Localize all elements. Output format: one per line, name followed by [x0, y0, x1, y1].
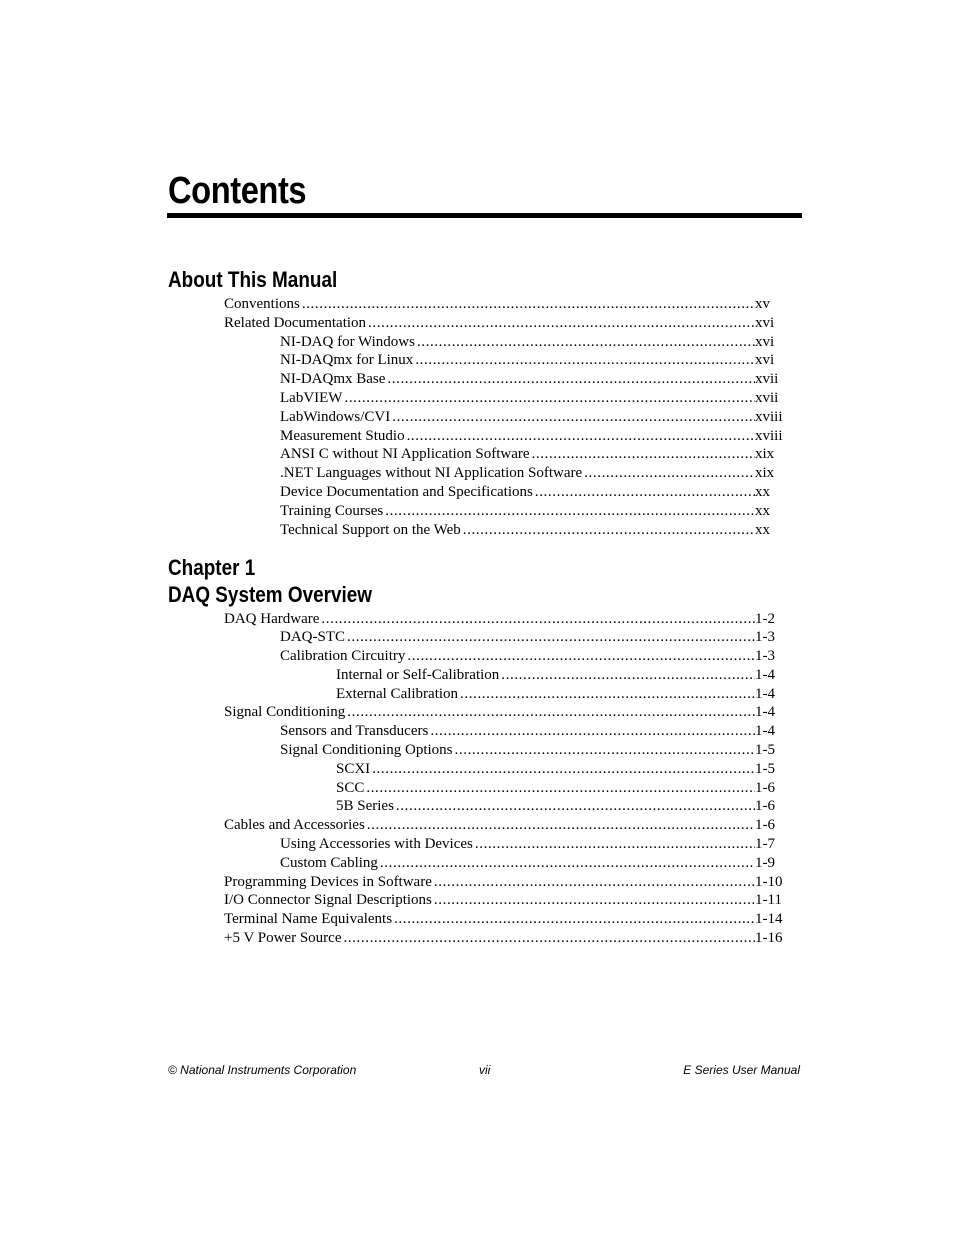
- toc-entry[interactable]: [0, 910, 954, 929]
- toc-entry[interactable]: [0, 370, 954, 389]
- toc-entry-row: [224, 910, 784, 929]
- toc-entry[interactable]: [0, 628, 954, 647]
- dot-leader: [392, 408, 755, 427]
- toc-entry-page-number: 1-14: [755, 911, 783, 928]
- dot-leader: [368, 314, 755, 333]
- toc-entry[interactable]: [0, 610, 954, 629]
- toc-entry-page-number: xvii: [755, 371, 779, 388]
- toc-entry-page-number: 1-6: [755, 779, 775, 796]
- toc-entry[interactable]: [0, 333, 954, 352]
- toc-entry-label[interactable]: Sensors and Transducers: [280, 723, 429, 740]
- dot-leader: [394, 910, 755, 929]
- dot-leader: [407, 647, 755, 666]
- toc-entry[interactable]: [0, 483, 954, 502]
- toc-entry-page-number: 1-4: [755, 666, 775, 683]
- dot-leader: [455, 741, 755, 760]
- dot-leader: [396, 797, 755, 816]
- dot-leader: [344, 389, 755, 408]
- toc-list-daq-system-overview: [0, 610, 954, 948]
- toc-entry[interactable]: [0, 722, 954, 741]
- toc-entry-row: [224, 816, 784, 835]
- toc-entry-row: [280, 408, 784, 427]
- toc-entry[interactable]: [0, 427, 954, 446]
- dot-leader: [535, 483, 755, 502]
- toc-entry-label[interactable]: NI-DAQmx Base: [280, 371, 386, 388]
- toc-entry-page-number: 1-3: [755, 648, 775, 665]
- toc-entry[interactable]: [0, 389, 954, 408]
- dot-leader: [347, 703, 755, 722]
- toc-entry-row: [280, 464, 784, 483]
- toc-entry-label[interactable]: +5 V Power Source: [224, 930, 342, 947]
- toc-entry[interactable]: [0, 703, 954, 722]
- toc-entry[interactable]: [0, 741, 954, 760]
- toc-entry-label[interactable]: Device Documentation and Specifications: [280, 483, 533, 500]
- dot-leader: [302, 295, 755, 314]
- toc-entry-label[interactable]: Measurement Studio: [280, 427, 405, 444]
- toc-entry[interactable]: [0, 647, 954, 666]
- toc-entry-page-number: xx: [755, 521, 770, 538]
- toc-entry-page-number: 1-11: [755, 892, 782, 909]
- section-heading-daq-system-overview: [168, 581, 372, 608]
- toc-entry-row: [280, 854, 784, 873]
- toc-entry[interactable]: [0, 797, 954, 816]
- toc-entry-label[interactable]: Conventions: [224, 296, 300, 312]
- section-heading-about-this-manual: [168, 266, 337, 293]
- toc-entry-page-number: xviii: [755, 427, 783, 444]
- toc-entry[interactable]: [0, 295, 954, 314]
- toc-entry-label[interactable]: Custom Cabling: [280, 854, 378, 871]
- toc-entry-page-number: 1-2: [755, 610, 775, 627]
- toc-entry-row: [224, 314, 784, 333]
- toc-entry-page-number: xvii: [755, 389, 779, 406]
- toc-entry[interactable]: [0, 314, 954, 333]
- toc-entry-row: [280, 835, 784, 854]
- dot-leader: [415, 351, 755, 370]
- toc-entry-row: [280, 502, 784, 521]
- toc-entry-label[interactable]: ANSI C without NI Application Software: [280, 446, 530, 463]
- toc-entry-row: [280, 333, 784, 352]
- toc-entry-page-number: xvi: [755, 352, 775, 369]
- dot-leader: [532, 445, 755, 464]
- toc-entry-page-number: 1-16: [755, 930, 783, 947]
- toc-entry-label[interactable]: Programming Devices in Software: [224, 873, 432, 890]
- dot-leader: [366, 779, 755, 798]
- toc-entry-row: [280, 483, 784, 502]
- toc-entry-label[interactable]: LabWindows/CVI: [280, 408, 391, 425]
- toc-entry-row: [336, 685, 784, 704]
- toc-entry-page-number: xviii: [755, 408, 783, 425]
- toc-entry-label[interactable]: Signal Conditioning: [224, 704, 346, 721]
- toc-entry-label[interactable]: Cables and Accessories: [224, 817, 365, 834]
- toc-entry-page-number: 1-4: [755, 704, 775, 721]
- dot-leader: [501, 666, 755, 685]
- dot-leader: [380, 854, 755, 873]
- toc-entry-row: [280, 445, 784, 464]
- toc-entry[interactable]: [0, 502, 954, 521]
- dot-leader: [460, 685, 755, 704]
- toc-entry[interactable]: [0, 854, 954, 873]
- toc-entry-row: [280, 370, 784, 389]
- toc-entry-row: [336, 797, 784, 816]
- toc-entry-row: [336, 666, 784, 685]
- toc-entry-page-number: 1-6: [755, 798, 775, 815]
- toc-entry[interactable]: [0, 685, 954, 704]
- toc-entry-row: [280, 427, 784, 446]
- footer-manual-title: E Series User Manual: [683, 1063, 800, 1077]
- section-heading-line: DAQ System Overview: [168, 582, 373, 607]
- dot-leader: [463, 521, 755, 540]
- toc-entry-row: [224, 703, 784, 722]
- dot-leader: [407, 427, 755, 446]
- toc-entry-page-number: xv: [755, 296, 770, 312]
- toc-entry-page-number: 1-10: [755, 873, 783, 890]
- dot-leader: [347, 628, 755, 647]
- footer-copyright: © National Instruments Corporation: [168, 1063, 357, 1077]
- toc-entry-row: [224, 295, 784, 314]
- toc-entry-label[interactable]: Terminal Name Equivalents: [224, 911, 393, 928]
- dot-leader: [367, 816, 755, 835]
- toc-entry-label[interactable]: LabVIEW: [280, 389, 343, 406]
- dot-leader: [434, 891, 755, 910]
- toc-entry[interactable]: [0, 929, 954, 948]
- toc-entry-label[interactable]: Internal or Self-Calibration: [336, 666, 500, 683]
- toc-entry[interactable]: [0, 760, 954, 779]
- section-heading-line: About This Manual: [168, 267, 338, 292]
- toc-entry[interactable]: [0, 816, 954, 835]
- toc-entry[interactable]: [0, 408, 954, 427]
- dot-leader: [385, 502, 755, 521]
- toc-entry-row: [280, 647, 784, 666]
- toc-entry-label[interactable]: Related Documentation: [224, 314, 367, 331]
- toc-entry-label[interactable]: NI-DAQmx for Linux: [280, 352, 414, 369]
- toc-entry[interactable]: [0, 351, 954, 370]
- toc-entry-page-number: xvi: [755, 333, 775, 350]
- toc-entry-page-number: 1-6: [755, 817, 775, 834]
- toc-entry-label[interactable]: I/O Connector Signal Descriptions: [224, 892, 432, 909]
- toc-entry-page-number: xvi: [755, 314, 775, 331]
- toc-entry-page-number: 1-5: [755, 742, 775, 759]
- page-title: Contents: [168, 170, 307, 212]
- toc-entry-page-number: xix: [755, 465, 775, 482]
- toc-entry-row: [280, 628, 784, 647]
- toc-entry-label[interactable]: SCC: [336, 779, 365, 796]
- toc-entry-row: [224, 610, 784, 629]
- toc-entry-label[interactable]: Calibration Circuitry: [280, 648, 406, 665]
- toc-entry-label[interactable]: NI-DAQ for Windows: [280, 333, 415, 350]
- toc-entry-row: [280, 389, 784, 408]
- toc-entry-page-number: 1-5: [755, 760, 775, 777]
- toc-entry[interactable]: [0, 779, 954, 798]
- toc-entry-row: [224, 873, 784, 892]
- dot-leader: [372, 760, 755, 779]
- footer-page-number: vii: [479, 1063, 491, 1077]
- dot-leader: [584, 464, 755, 483]
- toc-entry-row: [224, 891, 784, 910]
- toc-entry-label[interactable]: External Calibration: [336, 685, 459, 702]
- toc-entry-label[interactable]: Technical Support on the Web: [280, 521, 461, 538]
- toc-entry-page-number: 1-4: [755, 723, 775, 740]
- toc-entry-page-number: xx: [755, 483, 770, 500]
- toc-entry-label[interactable]: DAQ Hardware: [224, 610, 320, 627]
- toc-entry[interactable]: [0, 835, 954, 854]
- toc-entry[interactable]: [0, 521, 954, 540]
- toc-entry-page-number: xix: [755, 446, 775, 463]
- toc-entry[interactable]: [0, 891, 954, 910]
- toc-entry-row: [224, 929, 784, 948]
- toc-entry-label[interactable]: .NET Languages without NI Application Software: [280, 465, 583, 482]
- section-heading-line: Chapter 1: [168, 555, 256, 580]
- toc-entry-row: [280, 722, 784, 741]
- toc-entry-row: [336, 779, 784, 798]
- toc-entry-label[interactable]: SCXI: [336, 760, 371, 777]
- toc-entry-label[interactable]: DAQ-STC: [280, 629, 346, 646]
- dot-leader: [434, 873, 755, 892]
- toc-entry[interactable]: [0, 464, 954, 483]
- dot-leader: [417, 333, 755, 352]
- toc-entry-row: [280, 521, 784, 540]
- dot-leader: [475, 835, 755, 854]
- toc-entry-page-number: xx: [755, 502, 770, 519]
- toc-entry-page-number: 1-4: [755, 685, 775, 702]
- toc-entry-row: [280, 741, 784, 760]
- title-rule: [167, 213, 802, 218]
- dot-leader: [321, 610, 755, 629]
- toc-list-about-this-manual: [0, 295, 954, 539]
- toc-entry[interactable]: [0, 666, 954, 685]
- toc-entry-row: [336, 760, 784, 779]
- dot-leader: [343, 929, 755, 948]
- toc-entry-label[interactable]: Signal Conditioning Options: [280, 742, 453, 759]
- toc-entry-page-number: 1-7: [755, 836, 775, 853]
- toc-entry[interactable]: [0, 873, 954, 892]
- toc-entry-label[interactable]: Using Accessories with Devices: [280, 836, 473, 853]
- toc-entry-label[interactable]: 5B Series: [336, 798, 394, 815]
- dot-leader: [387, 370, 755, 389]
- toc-entry-row: [280, 351, 784, 370]
- dot-leader: [430, 722, 755, 741]
- section-heading-chapter-1: [168, 554, 255, 581]
- toc-entry-page-number: 1-3: [755, 629, 775, 646]
- toc-entry-page-number: 1-9: [755, 854, 775, 871]
- toc-entry-label[interactable]: Training Courses: [280, 502, 384, 519]
- toc-entry[interactable]: [0, 445, 954, 464]
